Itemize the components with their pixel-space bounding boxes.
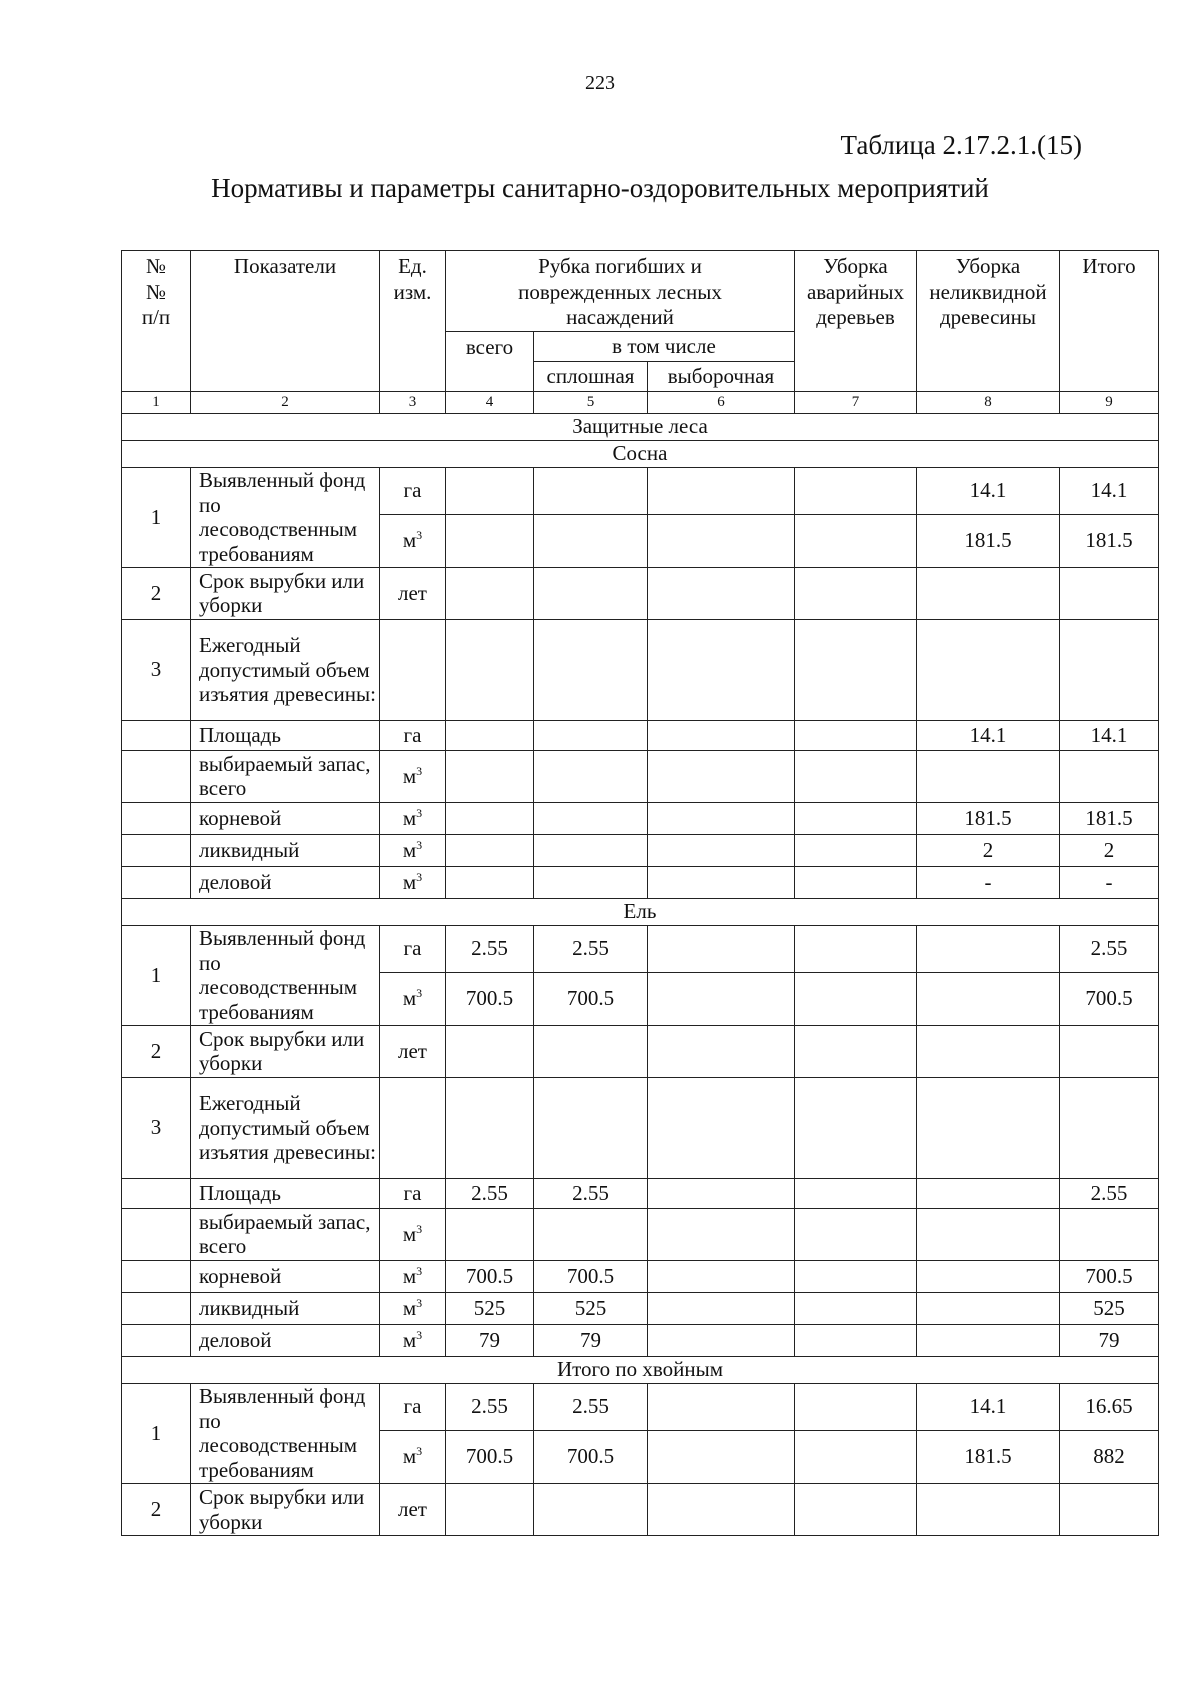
unit-cell bbox=[380, 1208, 446, 1260]
unit-superscript: 3 bbox=[416, 986, 423, 1001]
unit-text: га bbox=[403, 722, 422, 747]
row-number bbox=[122, 1260, 191, 1292]
value-cell bbox=[534, 720, 648, 750]
unit-superscript: 3 bbox=[416, 528, 423, 543]
unit-superscript: 3 bbox=[416, 869, 423, 884]
value-cell bbox=[648, 1383, 795, 1430]
value-cell: 525 bbox=[446, 1292, 534, 1324]
row-number bbox=[122, 720, 191, 750]
value-cell bbox=[795, 925, 917, 972]
value-cell bbox=[648, 972, 795, 1025]
value-cell bbox=[534, 866, 648, 898]
unit-text: м bbox=[402, 837, 417, 862]
value-cell bbox=[534, 467, 648, 514]
value-cell bbox=[795, 802, 917, 834]
value-cell bbox=[917, 619, 1060, 720]
indicator-label: деловой bbox=[191, 1324, 380, 1356]
value-cell bbox=[446, 467, 534, 514]
value-cell bbox=[795, 1484, 917, 1536]
unit-superscript: 3 bbox=[416, 1221, 423, 1236]
value-cell bbox=[917, 972, 1060, 1025]
unit-text: м bbox=[402, 1327, 417, 1352]
value-cell: 700.5 bbox=[446, 1260, 534, 1292]
table-row bbox=[122, 413, 1159, 440]
header-clear: сплошная bbox=[534, 361, 648, 391]
value-cell: 14.1 bbox=[917, 720, 1060, 750]
row-number: 1 bbox=[122, 925, 191, 1025]
value-cell: 16.65 bbox=[1060, 1383, 1159, 1430]
value-cell bbox=[648, 1260, 795, 1292]
table-row bbox=[122, 467, 1159, 514]
table-row bbox=[122, 834, 1159, 866]
value-cell bbox=[648, 834, 795, 866]
value-cell bbox=[795, 866, 917, 898]
value-cell bbox=[648, 514, 795, 567]
value-cell: 2 bbox=[1060, 834, 1159, 866]
value-cell bbox=[648, 925, 795, 972]
unit-cell bbox=[380, 866, 446, 898]
header-itogo: Итого bbox=[1060, 251, 1159, 392]
value-cell: 2.55 bbox=[446, 1178, 534, 1208]
value-cell bbox=[534, 1484, 648, 1536]
unit-cell bbox=[380, 1178, 446, 1208]
subsection-title: Итого по хвойным bbox=[122, 1356, 1159, 1383]
unit-text: га bbox=[403, 936, 422, 961]
value-cell bbox=[795, 619, 917, 720]
value-cell bbox=[446, 567, 534, 619]
unit-cell bbox=[380, 467, 446, 514]
value-cell bbox=[648, 866, 795, 898]
value-cell: 2 bbox=[917, 834, 1060, 866]
row-number: 3 bbox=[122, 1077, 191, 1178]
indicator-label: Выявленный фонд по лесоводственным требованиям bbox=[191, 925, 380, 1025]
value-cell bbox=[795, 1208, 917, 1260]
indicator-label: Срок вырубки или уборки bbox=[191, 1025, 380, 1077]
value-cell bbox=[917, 1324, 1060, 1356]
header-total-sub: всего bbox=[446, 331, 534, 391]
value-cell bbox=[446, 619, 534, 720]
value-cell bbox=[917, 1484, 1060, 1536]
row-number bbox=[122, 802, 191, 834]
value-cell bbox=[446, 750, 534, 802]
unit-cell bbox=[380, 514, 446, 567]
value-cell: 700.5 bbox=[446, 972, 534, 1025]
value-cell bbox=[795, 1178, 917, 1208]
value-cell bbox=[534, 514, 648, 567]
row-number: 2 bbox=[122, 1484, 191, 1536]
value-cell bbox=[446, 802, 534, 834]
header-emergency: Уборка аварийных деревьев bbox=[795, 251, 917, 392]
unit-cell: лет bbox=[380, 567, 446, 619]
row-number bbox=[122, 1178, 191, 1208]
value-cell bbox=[648, 1025, 795, 1077]
unit-text: га bbox=[403, 1394, 422, 1419]
value-cell bbox=[534, 834, 648, 866]
header-unit: Ед. изм. bbox=[380, 251, 446, 392]
value-cell: 700.5 bbox=[534, 1430, 648, 1483]
unit-superscript: 3 bbox=[416, 1295, 423, 1310]
table-row bbox=[122, 802, 1159, 834]
value-cell: 79 bbox=[1060, 1324, 1159, 1356]
column-number: 2 bbox=[191, 391, 380, 413]
page-number: 223 bbox=[585, 72, 615, 94]
table-row bbox=[122, 567, 1159, 619]
unit-superscript: 3 bbox=[416, 1444, 423, 1459]
table-row bbox=[122, 1484, 1159, 1536]
value-cell: 181.5 bbox=[917, 802, 1060, 834]
table-row bbox=[122, 251, 1159, 332]
value-cell: 14.1 bbox=[917, 467, 1060, 514]
value-cell: 181.5 bbox=[917, 514, 1060, 567]
table-row bbox=[122, 898, 1159, 925]
table-row bbox=[122, 619, 1159, 720]
value-cell bbox=[795, 834, 917, 866]
value-cell bbox=[917, 1260, 1060, 1292]
value-cell bbox=[648, 1208, 795, 1260]
value-cell bbox=[795, 1025, 917, 1077]
header-indicators: Показатели bbox=[191, 251, 380, 392]
value-cell bbox=[1060, 1208, 1159, 1260]
unit-cell bbox=[380, 834, 446, 866]
indicator-label: Выявленный фонд по лесоводственным требованиям bbox=[191, 467, 380, 567]
row-number bbox=[122, 1324, 191, 1356]
unit-cell bbox=[380, 720, 446, 750]
value-cell bbox=[917, 750, 1060, 802]
value-cell bbox=[795, 1430, 917, 1483]
value-cell: 2.55 bbox=[1060, 1178, 1159, 1208]
indicator-label: Срок вырубки или уборки bbox=[191, 1484, 380, 1536]
column-number: 4 bbox=[446, 391, 534, 413]
row-number bbox=[122, 750, 191, 802]
value-cell bbox=[648, 720, 795, 750]
subsection-title: Ель bbox=[122, 898, 1159, 925]
unit-cell bbox=[380, 972, 446, 1025]
unit-cell: лет bbox=[380, 1484, 446, 1536]
table-row bbox=[122, 1324, 1159, 1356]
value-cell bbox=[1060, 750, 1159, 802]
value-cell: 181.5 bbox=[1060, 802, 1159, 834]
value-cell bbox=[446, 1077, 534, 1178]
value-cell bbox=[1060, 1077, 1159, 1178]
indicator-label: корневой bbox=[191, 802, 380, 834]
value-cell bbox=[534, 567, 648, 619]
table-row bbox=[122, 1383, 1159, 1430]
unit-cell bbox=[380, 802, 446, 834]
unit-superscript: 3 bbox=[416, 1327, 423, 1342]
value-cell bbox=[380, 1077, 446, 1178]
value-cell: 525 bbox=[534, 1292, 648, 1324]
unit-superscript: 3 bbox=[416, 1263, 423, 1278]
value-cell bbox=[1060, 1025, 1159, 1077]
value-cell bbox=[917, 1178, 1060, 1208]
unit-text: м bbox=[402, 1444, 417, 1469]
value-cell bbox=[648, 1484, 795, 1536]
subsection-title: Сосна bbox=[122, 440, 1159, 467]
value-cell bbox=[446, 834, 534, 866]
indicator-label: Выявленный фонд по лесоводственным требованиям bbox=[191, 1383, 380, 1483]
value-cell: 14.1 bbox=[1060, 720, 1159, 750]
indicator-label: Площадь bbox=[191, 720, 380, 750]
value-cell bbox=[917, 1208, 1060, 1260]
unit-superscript: 3 bbox=[416, 763, 423, 778]
unit-text: м bbox=[402, 1221, 417, 1246]
unit-text: м bbox=[402, 763, 417, 788]
unit-text: м bbox=[402, 869, 417, 894]
norms-table bbox=[121, 250, 1159, 1536]
value-cell: 181.5 bbox=[917, 1430, 1060, 1483]
unit-text: м bbox=[402, 986, 417, 1011]
table-row bbox=[122, 1260, 1159, 1292]
unit-cell bbox=[380, 1324, 446, 1356]
unit-cell bbox=[380, 1292, 446, 1324]
value-cell bbox=[534, 750, 648, 802]
table-title: Нормативы и параметры санитарно-оздоровительных мероприятий bbox=[211, 173, 989, 203]
column-number: 6 bbox=[648, 391, 795, 413]
value-cell: - bbox=[1060, 866, 1159, 898]
value-cell bbox=[917, 1077, 1060, 1178]
unit-text: га bbox=[403, 1180, 422, 1205]
value-cell: 700.5 bbox=[534, 1260, 648, 1292]
column-number: 1 bbox=[122, 391, 191, 413]
indicator-label: Площадь bbox=[191, 1178, 380, 1208]
value-cell: 2.55 bbox=[1060, 925, 1159, 972]
table-row bbox=[122, 925, 1159, 972]
value-cell: - bbox=[917, 866, 1060, 898]
indicator-label: Ежегодный допустимый объем изъятия древесины: bbox=[191, 1077, 380, 1178]
value-cell bbox=[446, 514, 534, 567]
table-row bbox=[122, 866, 1159, 898]
row-number: 2 bbox=[122, 567, 191, 619]
table-row bbox=[122, 391, 1159, 413]
value-cell: 79 bbox=[534, 1324, 648, 1356]
value-cell bbox=[648, 1292, 795, 1324]
value-cell bbox=[795, 567, 917, 619]
unit-cell bbox=[380, 750, 446, 802]
indicator-label: Срок вырубки или уборки bbox=[191, 567, 380, 619]
table-row bbox=[122, 750, 1159, 802]
value-cell bbox=[534, 619, 648, 720]
value-cell bbox=[795, 1292, 917, 1324]
value-cell bbox=[1060, 567, 1159, 619]
value-cell bbox=[446, 720, 534, 750]
table-row bbox=[122, 1025, 1159, 1077]
value-cell: 882 bbox=[1060, 1430, 1159, 1483]
value-cell bbox=[446, 866, 534, 898]
value-cell bbox=[795, 514, 917, 567]
value-cell bbox=[380, 619, 446, 720]
value-cell bbox=[648, 567, 795, 619]
unit-text: м bbox=[402, 528, 417, 553]
header-num: № № п/п bbox=[122, 251, 191, 392]
value-cell bbox=[795, 1383, 917, 1430]
row-number: 2 bbox=[122, 1025, 191, 1077]
table-row bbox=[122, 720, 1159, 750]
unit-text: м bbox=[402, 1263, 417, 1288]
unit-cell bbox=[380, 925, 446, 972]
value-cell bbox=[1060, 1484, 1159, 1536]
unit-superscript: 3 bbox=[416, 837, 423, 852]
value-cell bbox=[917, 567, 1060, 619]
row-number bbox=[122, 834, 191, 866]
value-cell bbox=[795, 972, 917, 1025]
value-cell bbox=[648, 467, 795, 514]
value-cell: 700.5 bbox=[534, 972, 648, 1025]
value-cell bbox=[534, 1208, 648, 1260]
value-cell: 181.5 bbox=[1060, 514, 1159, 567]
value-cell bbox=[795, 720, 917, 750]
value-cell: 79 bbox=[446, 1324, 534, 1356]
value-cell bbox=[446, 1025, 534, 1077]
value-cell: 2.55 bbox=[534, 1178, 648, 1208]
value-cell bbox=[917, 1025, 1060, 1077]
column-number: 3 bbox=[380, 391, 446, 413]
table-row bbox=[122, 1077, 1159, 1178]
value-cell bbox=[917, 1292, 1060, 1324]
indicator-label: выбираемый запас, всего bbox=[191, 1208, 380, 1260]
value-cell bbox=[795, 1077, 917, 1178]
row-number bbox=[122, 1208, 191, 1260]
unit-text: га bbox=[403, 478, 422, 503]
indicator-label: Ежегодный допустимый объем изъятия древесины: bbox=[191, 619, 380, 720]
value-cell: 2.55 bbox=[446, 1383, 534, 1430]
value-cell: 525 bbox=[1060, 1292, 1159, 1324]
value-cell bbox=[648, 1430, 795, 1483]
value-cell bbox=[648, 1324, 795, 1356]
unit-text: м bbox=[402, 805, 417, 830]
section-title: Защитные леса bbox=[122, 413, 1159, 440]
indicator-label: деловой bbox=[191, 866, 380, 898]
indicator-label: ликвидный bbox=[191, 1292, 380, 1324]
header-illiquid: Уборка неликвидной древесины bbox=[917, 251, 1060, 392]
table-row bbox=[122, 1292, 1159, 1324]
value-cell: 2.55 bbox=[534, 925, 648, 972]
value-cell bbox=[534, 802, 648, 834]
column-number: 9 bbox=[1060, 391, 1159, 413]
value-cell bbox=[648, 750, 795, 802]
table-row bbox=[122, 1208, 1159, 1260]
value-cell bbox=[648, 1178, 795, 1208]
value-cell: 700.5 bbox=[446, 1430, 534, 1483]
row-number: 3 bbox=[122, 619, 191, 720]
value-cell bbox=[917, 925, 1060, 972]
column-number: 8 bbox=[917, 391, 1060, 413]
value-cell bbox=[648, 1077, 795, 1178]
header-felling: Рубка погибших и поврежденных лесных насаждений bbox=[446, 251, 795, 332]
indicator-label: ликвидный bbox=[191, 834, 380, 866]
unit-cell: лет bbox=[380, 1025, 446, 1077]
value-cell bbox=[446, 1208, 534, 1260]
value-cell: 14.1 bbox=[917, 1383, 1060, 1430]
value-cell: 700.5 bbox=[1060, 1260, 1159, 1292]
value-cell bbox=[534, 1077, 648, 1178]
unit-cell bbox=[380, 1383, 446, 1430]
column-number: 5 bbox=[534, 391, 648, 413]
value-cell: 2.55 bbox=[446, 925, 534, 972]
column-number: 7 bbox=[795, 391, 917, 413]
value-cell bbox=[795, 750, 917, 802]
table-label: Таблица 2.17.2.1.(15) bbox=[840, 130, 1082, 160]
row-number: 1 bbox=[122, 1383, 191, 1483]
value-cell bbox=[534, 1025, 648, 1077]
unit-cell bbox=[380, 1260, 446, 1292]
indicator-label: корневой bbox=[191, 1260, 380, 1292]
row-number bbox=[122, 1292, 191, 1324]
indicator-label: выбираемый запас, всего bbox=[191, 750, 380, 802]
value-cell bbox=[446, 1484, 534, 1536]
unit-cell bbox=[380, 1430, 446, 1483]
value-cell bbox=[795, 1324, 917, 1356]
value-cell bbox=[795, 467, 917, 514]
table-row bbox=[122, 1356, 1159, 1383]
value-cell: 2.55 bbox=[534, 1383, 648, 1430]
value-cell: 14.1 bbox=[1060, 467, 1159, 514]
table-row bbox=[122, 1178, 1159, 1208]
unit-text: м bbox=[402, 1295, 417, 1320]
row-number: 1 bbox=[122, 467, 191, 567]
row-number bbox=[122, 866, 191, 898]
table-row bbox=[122, 440, 1159, 467]
unit-superscript: 3 bbox=[416, 805, 423, 820]
value-cell bbox=[648, 619, 795, 720]
value-cell bbox=[648, 802, 795, 834]
value-cell bbox=[795, 1260, 917, 1292]
header-selective: выборочная bbox=[648, 361, 795, 391]
header-including: в том числе bbox=[534, 331, 795, 361]
value-cell bbox=[1060, 619, 1159, 720]
value-cell: 700.5 bbox=[1060, 972, 1159, 1025]
